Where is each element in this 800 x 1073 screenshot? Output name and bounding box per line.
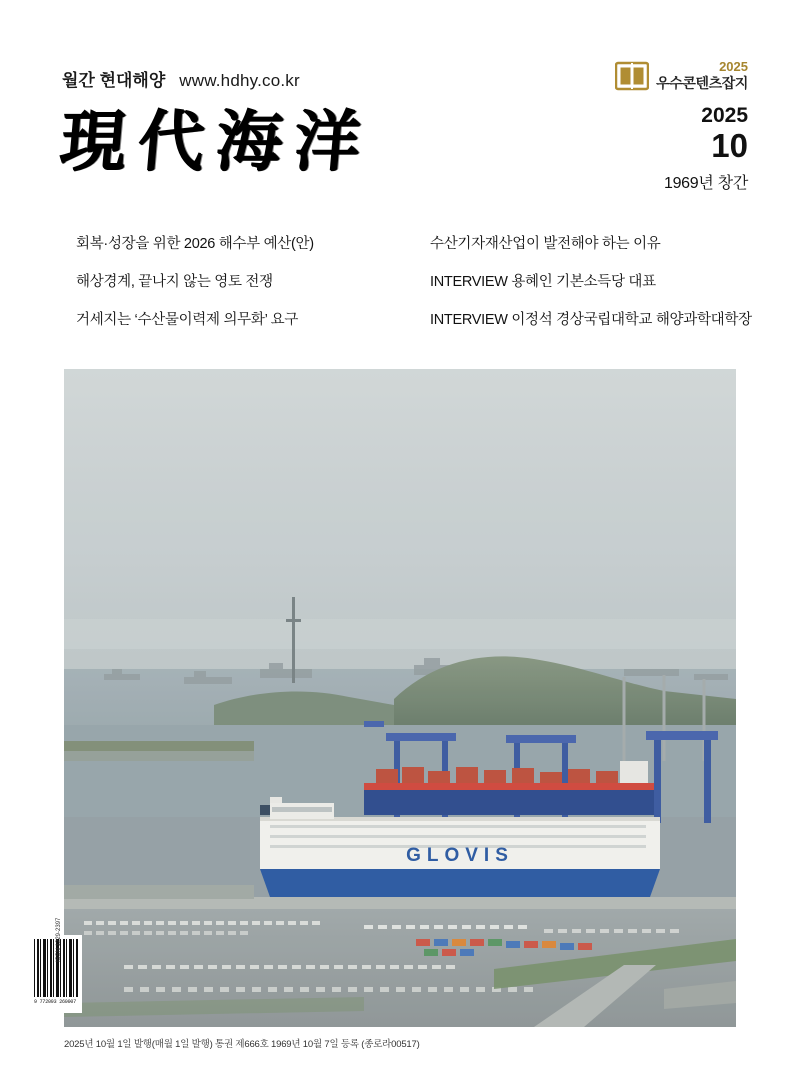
headline-column-left <box>76 232 314 346</box>
headline-list <box>0 232 800 337</box>
barcode-number: 9 772093 260007 <box>34 999 77 1005</box>
issue-month: 10 <box>711 127 748 165</box>
headline-item[interactable]: 회복·성장을 위한 2026 해수부 예산(안) <box>76 236 314 252</box>
masthead <box>62 66 300 91</box>
award-badge <box>615 60 748 91</box>
issn-label: ISSN 1229-2397 <box>56 917 62 962</box>
brand-korean-title: 월간 현대해양 <box>62 71 166 90</box>
headline-item[interactable]: INTERVIEW 이정석 경상국립대학교 해양과학대학장 <box>430 312 752 328</box>
award-year: 2025 <box>719 59 748 74</box>
award-text <box>656 60 748 91</box>
imprint-line: 2025년 10월 1일 발행(매월 1일 발행) 통권 제666호 1969년 10월 7일 등록 (종로라00517) <box>64 1039 420 1050</box>
cover-photograph <box>64 369 736 1027</box>
headline-item[interactable]: 해상경계, 끝나지 않는 영토 전쟁 <box>76 274 273 290</box>
magazine-logo-hanja: 現代海洋 <box>56 102 376 180</box>
issue-info <box>664 104 748 193</box>
website-url[interactable]: www.hdhy.co.kr <box>179 71 300 90</box>
award-label: 우수콘텐츠잡지 <box>656 74 748 91</box>
founded-note: 1969년 창간 <box>663 174 748 192</box>
svg-text:GLOVIS: GLOVIS <box>406 845 514 866</box>
headline-column-right <box>430 232 752 346</box>
open-book-icon <box>615 61 649 91</box>
issue-year: 2025 <box>701 104 748 127</box>
headline-item[interactable]: 수산기자재산업이 발전해야 하는 이유 <box>430 236 661 252</box>
headline-item[interactable]: INTERVIEW 용혜인 기본소득당 대표 <box>430 274 656 290</box>
headline-item[interactable]: 거세지는 ‘수산물이력제 의무화’ 요구 <box>76 312 299 328</box>
